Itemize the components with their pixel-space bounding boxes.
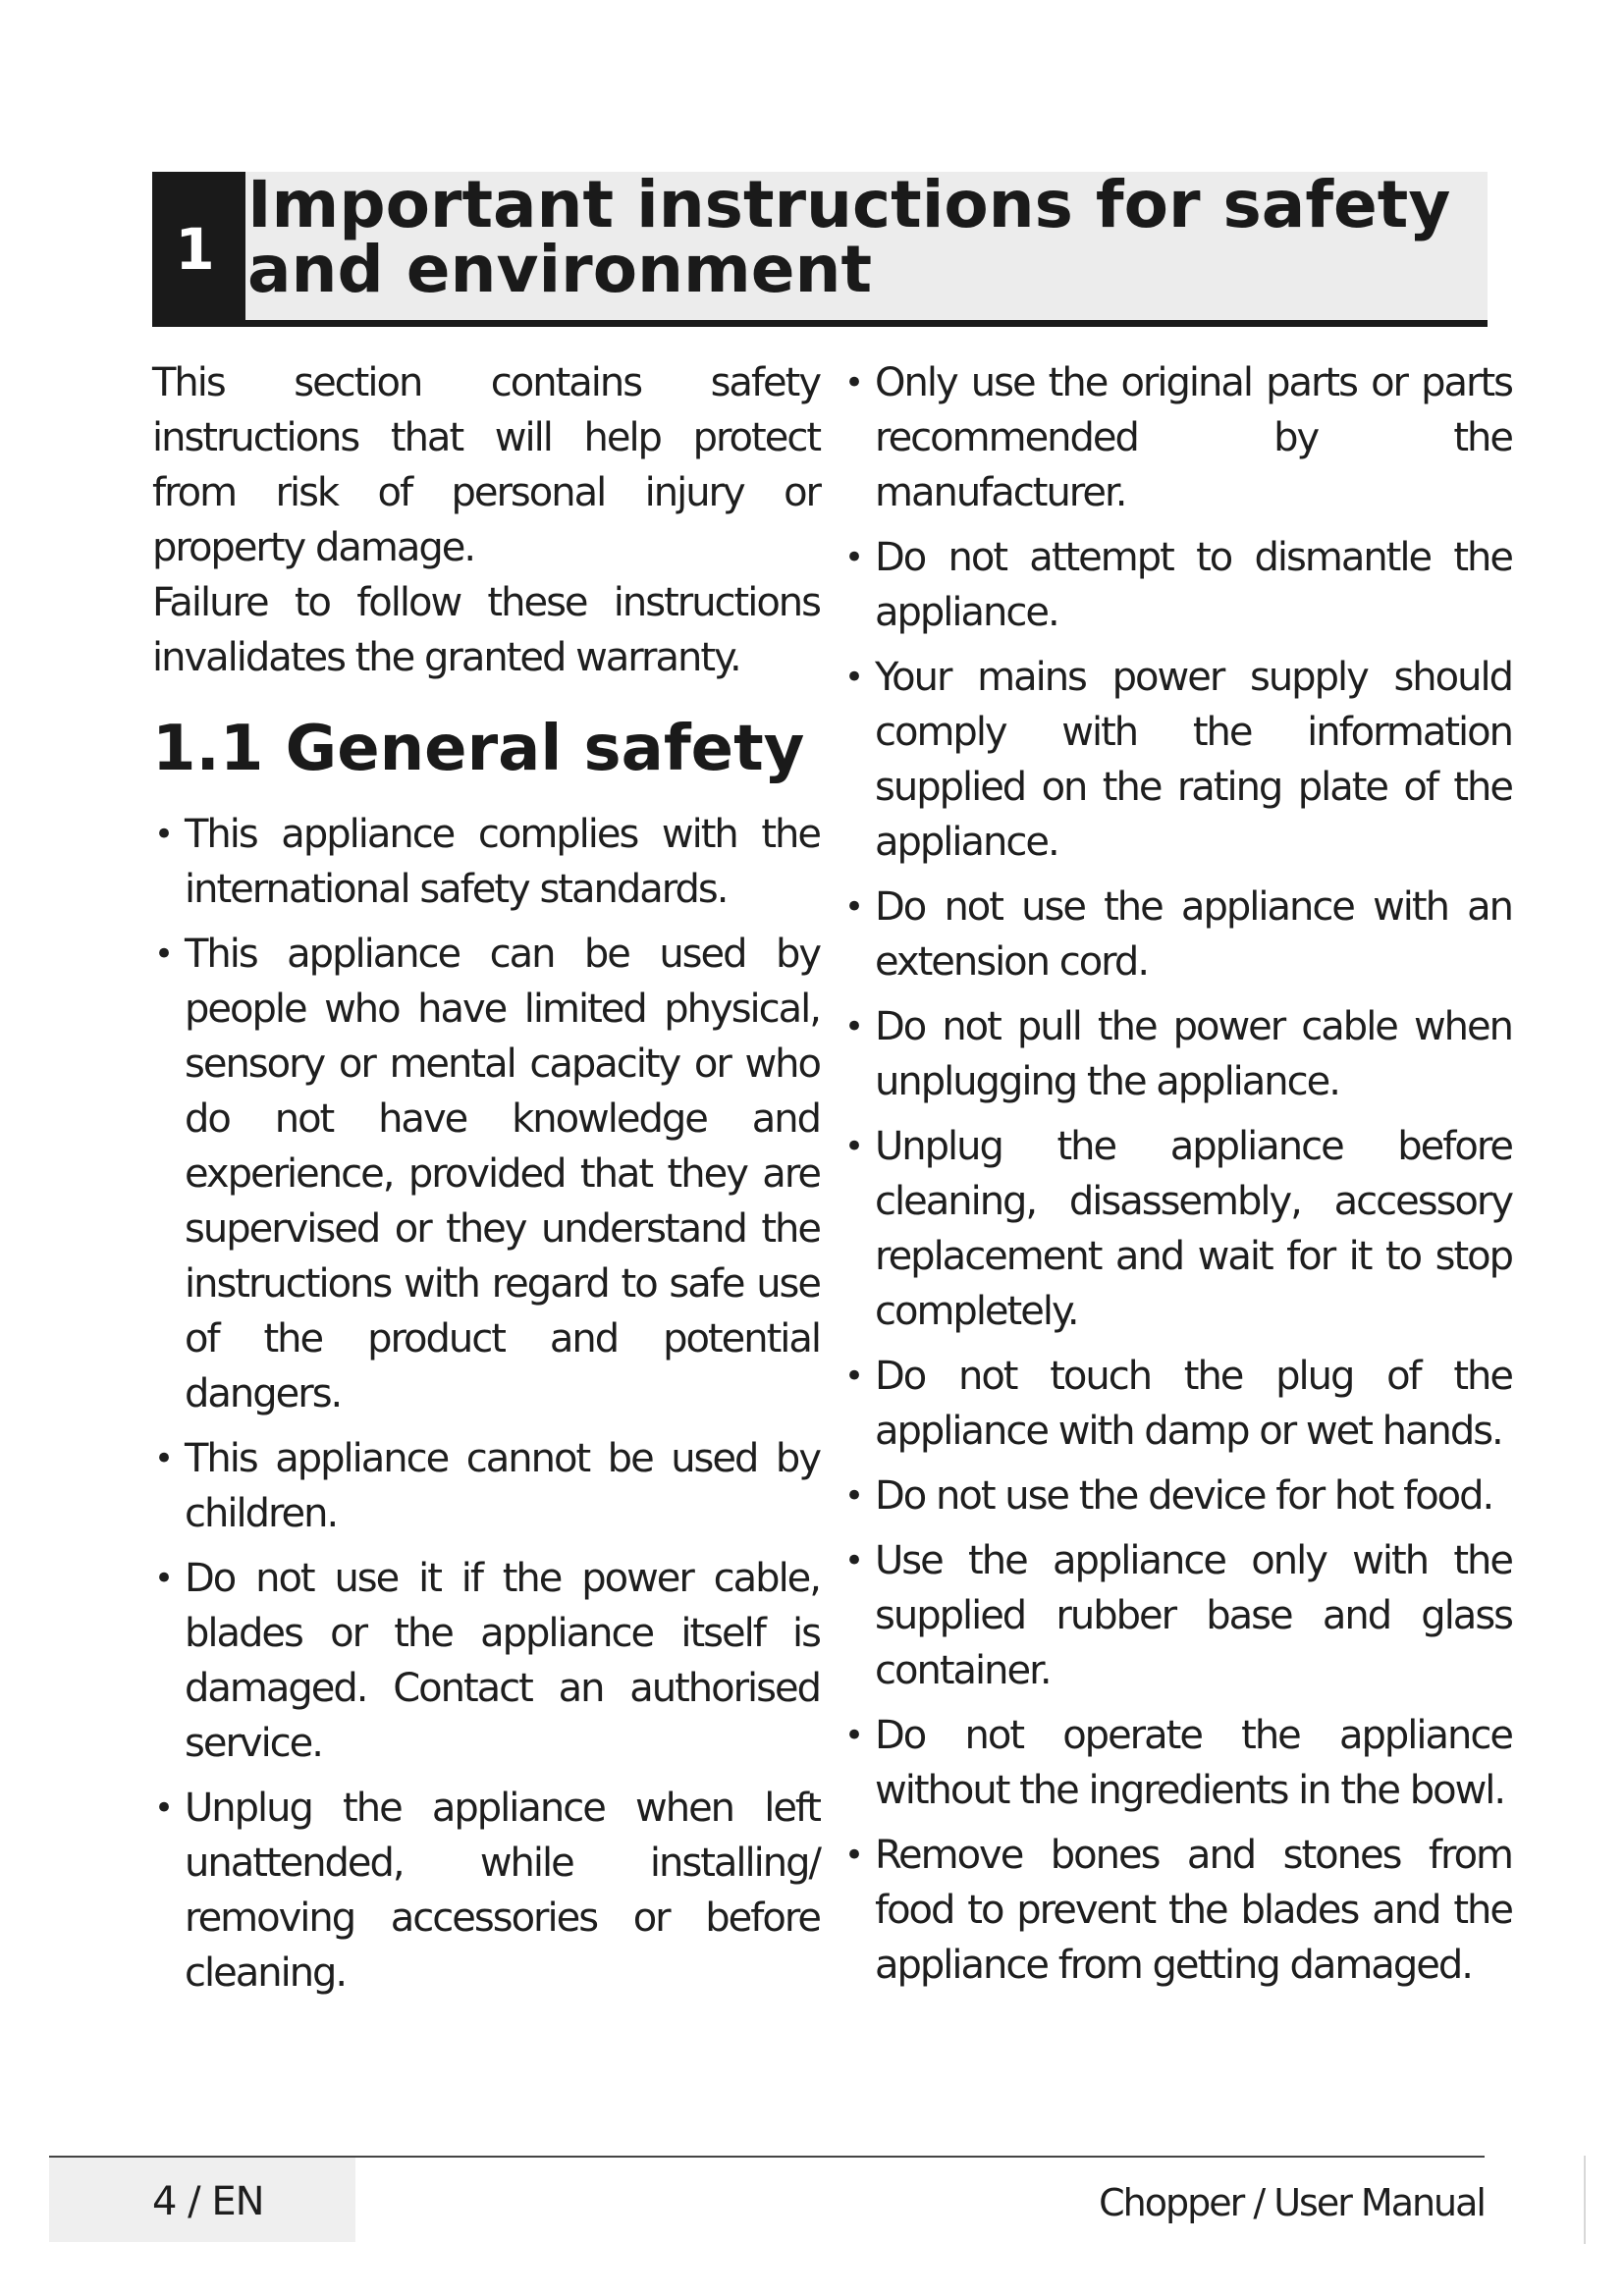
bullet-icon: • bbox=[844, 1836, 863, 1875]
list-item bbox=[842, 1828, 1512, 1993]
section-title: 1.1 General safety bbox=[152, 713, 805, 785]
list-item-text: Unplug the appliance when left unattended, while installing/ removing accessories or before cleaning. bbox=[185, 1786, 820, 1996]
document-title: Chopper / User Manual bbox=[1099, 2181, 1485, 2224]
bullet-icon: • bbox=[154, 1559, 173, 1598]
list-item-text: Do not attempt to dismantle the appliance. bbox=[875, 535, 1512, 635]
list-item bbox=[842, 355, 1512, 520]
list-item-text: Do not use the device for hot food. bbox=[875, 1473, 1493, 1519]
right-bullet-list bbox=[842, 355, 1512, 1993]
warranty-paragraph: Failure to follow these instructions invalidates the granted warranty. bbox=[152, 580, 820, 680]
bullet-icon: • bbox=[844, 887, 863, 927]
list-item bbox=[842, 530, 1512, 640]
bullet-icon: • bbox=[154, 815, 173, 854]
intro-paragraph: This section contains safety instructions that will help protect from risk of personal injury or property damage. bbox=[152, 360, 820, 570]
list-item bbox=[152, 807, 820, 917]
bullet-icon: • bbox=[844, 1476, 863, 1516]
list-item bbox=[842, 1468, 1512, 1523]
list-item-text: Do not use it if the power cable, blades or the appliance itself is damaged. Contact an authorised service. bbox=[185, 1556, 820, 1766]
list-item-text: Do not operate the appliance without the ingredients in the bowl. bbox=[875, 1713, 1512, 1813]
list-item bbox=[842, 1119, 1512, 1339]
left-bullet-list bbox=[152, 807, 820, 2001]
bullet-icon: • bbox=[154, 1789, 173, 1828]
chapter-number: 1 bbox=[175, 216, 215, 283]
list-item bbox=[152, 1781, 820, 2001]
list-item bbox=[842, 1349, 1512, 1459]
list-item bbox=[152, 1551, 820, 1771]
list-item bbox=[842, 1533, 1512, 1698]
bullet-icon: • bbox=[844, 363, 863, 402]
right-column bbox=[842, 355, 1512, 2002]
chapter-title: Important instructions for safety and environment bbox=[247, 167, 1451, 307]
list-item-text: Use the appliance only with the supplied rubber base and glass container. bbox=[875, 1538, 1512, 1693]
bullet-icon: • bbox=[844, 658, 863, 697]
header-divider bbox=[152, 320, 1488, 327]
bullet-icon: • bbox=[154, 934, 173, 974]
bullet-icon: • bbox=[844, 538, 863, 577]
list-item-text: Do not touch the plug of the appliance with damp or wet hands. bbox=[875, 1354, 1512, 1454]
list-item-text: This appliance can be used by people who have limited physical, sensory or mental capacity or who do not have knowledge and experience, provided that they are supervised or they understand the instructions with regard to safe use of the product and potential dangers. bbox=[185, 932, 820, 1416]
list-item-text: Unplug the appliance before cleaning, disassembly, accessory replacement and wait for it to stop completely. bbox=[875, 1124, 1512, 1334]
bullet-icon: • bbox=[844, 1541, 863, 1580]
list-item-text: This appliance cannot be used by children. bbox=[185, 1436, 820, 1536]
list-item bbox=[842, 999, 1512, 1109]
list-item-text: Your mains power supply should comply with the information supplied on the rating plate of the appliance. bbox=[875, 655, 1512, 865]
list-item-text: Do not pull the power cable when unplugging the appliance. bbox=[875, 1004, 1512, 1104]
bullet-icon: • bbox=[844, 1127, 863, 1166]
bullet-icon: • bbox=[844, 1716, 863, 1755]
list-item bbox=[842, 650, 1512, 870]
left-column bbox=[152, 355, 820, 2010]
bullet-icon: • bbox=[844, 1357, 863, 1396]
list-item bbox=[842, 880, 1512, 989]
list-item-text: Only use the original parts or parts recommended by the manufacturer. bbox=[875, 360, 1512, 515]
bullet-icon: • bbox=[844, 1007, 863, 1046]
bullet-icon: • bbox=[154, 1439, 173, 1478]
list-item-text: Remove bones and stones from food to prevent the blades and the appliance from getting damaged. bbox=[875, 1833, 1512, 1988]
list-item-text: Do not use the appliance with an extension cord. bbox=[875, 884, 1512, 985]
page-edge-mark bbox=[1584, 2156, 1586, 2244]
list-item-text: This appliance complies with the international safety standards. bbox=[185, 812, 820, 912]
list-item bbox=[152, 1431, 820, 1541]
list-item bbox=[152, 927, 820, 1421]
chapter-number-badge bbox=[152, 172, 245, 327]
page-number: 4 / EN bbox=[152, 2179, 264, 2224]
list-item bbox=[842, 1708, 1512, 1818]
